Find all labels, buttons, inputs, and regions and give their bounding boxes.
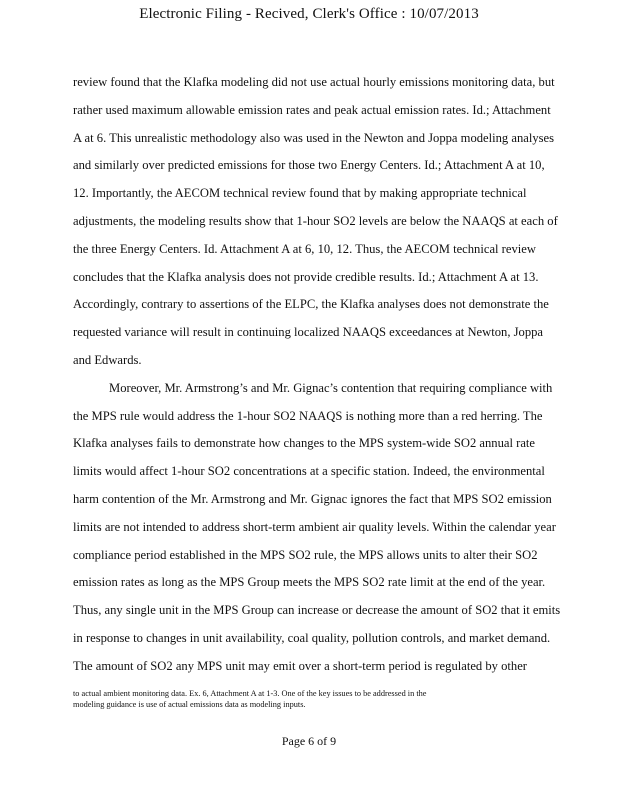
text-line: 12. Importantly, the AECOM technical review found that by making appropriate technical <box>73 186 527 201</box>
text-line: emission rates as long as the MPS Group meets the MPS SO2 rate limit at the end of the year. <box>73 575 546 590</box>
text-line: Thus, any single unit in the MPS Group can increase or decrease the amount of SO2 that it emits <box>73 603 561 618</box>
text-line: A at 6. This unrealistic methodology also was used in the Newton and Joppa modeling analyses <box>73 130 555 145</box>
text-line: in response to changes in unit availability, coal quality, pollution controls, and market demand. <box>73 630 551 645</box>
document-body <box>73 69 593 681</box>
text-line: Moreover, Mr. Armstrong’s and Mr. Gignac’s contention that requiring compliance with <box>109 380 553 395</box>
text-line: harm contention of the Mr. Armstrong and Mr. Gignac ignores the fact that MPS SO2 emission <box>73 491 552 506</box>
page-number: Page 6 of 9 <box>281 734 337 748</box>
text-line: compliance period established in the MPS SO2 rule, the MPS allows units to alter their SO2 <box>73 547 538 562</box>
text-line: the MPS rule would address the 1-hour SO2 NAAQS is nothing more than a red herring. The <box>73 408 543 423</box>
text-line: requested variance will result in continuing localized NAAQS exceedances at Newton, Joppa <box>73 325 544 340</box>
footnote <box>73 688 603 710</box>
text-line: limits would affect 1-hour SO2 concentrations at a specific station. Indeed, the environmental <box>73 464 545 479</box>
text-line: Klafka analyses fails to demonstrate how changes to the MPS system-wide SO2 annual rate <box>73 436 536 451</box>
text-line: limits are not intended to address short-term ambient air quality levels. Within the calendar year <box>73 519 556 534</box>
text-line: rather used maximum allowable emission rates and peak actual emission rates. Id.; Attachment <box>73 102 551 117</box>
text-line: and similarly over predicted emissions for those two Energy Centers. Id.; Attachment A at 10, <box>73 158 545 173</box>
paragraph-1 <box>73 69 593 375</box>
text-line: review found that the Klafka modeling did not use actual hourly emissions monitoring data, but <box>73 75 555 89</box>
text-line: the three Energy Centers. Id. Attachment A at 6, 10, 12. Thus, the AECOM technical review <box>73 241 536 256</box>
text-line: adjustments, the modeling results show that 1-hour SO2 levels are below the NAAQS at each of <box>73 213 558 228</box>
text-line: concludes that the Klafka analysis does not provide credible results. Id.; Attachment A at 13. <box>73 269 539 284</box>
electronic-filing-header: Electronic Filing - Recived, Clerk's Office : 10/07/2013 <box>139 6 479 22</box>
footnote-line: modeling guidance is use of actual emissions data as modeling inputs. <box>73 700 306 709</box>
text-line: The amount of SO2 any MPS unit may emit over a short-term period is regulated by other <box>73 658 527 673</box>
paragraph-2 <box>73 375 593 681</box>
text-line: Accordingly, contrary to assertions of the ELPC, the Klafka analyses does not demonstrate the <box>73 297 549 312</box>
footnote-line: to actual ambient monitoring data. Ex. 6, Attachment A at 1-3. One of the key issues to be addressed in the <box>73 689 427 698</box>
text-line: and Edwards. <box>73 352 142 367</box>
